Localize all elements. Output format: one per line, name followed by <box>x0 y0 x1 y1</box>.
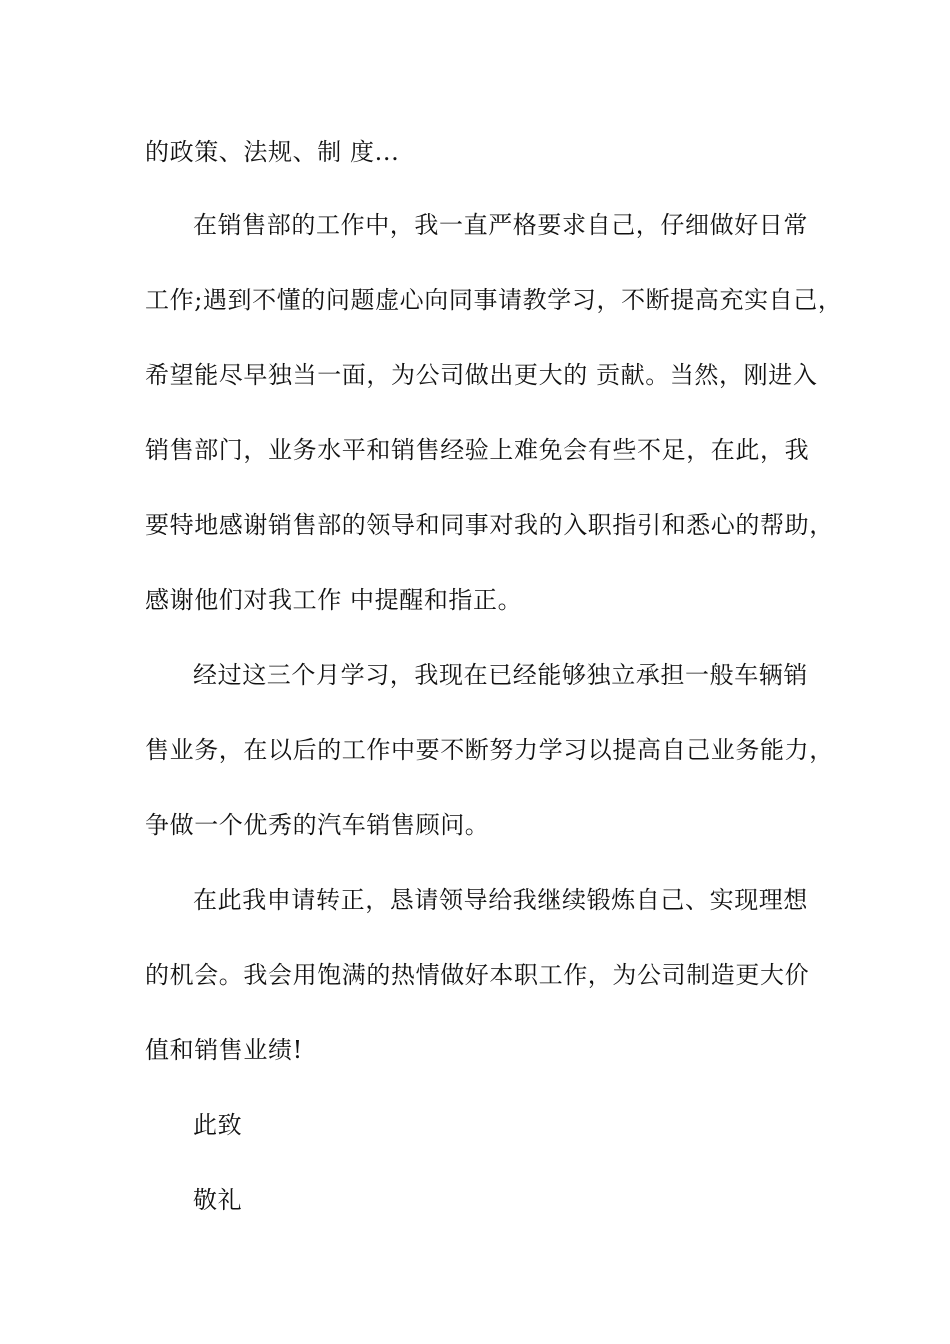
text-line: 工作;遇到不懂的问题虚心向同事请教学习，不断提高充实自己， <box>145 286 843 314</box>
text-line: 的机会。我会用饱满的热情做好本职工作，为公司制造更大价 <box>145 961 810 989</box>
closing-salutation: 此致 <box>193 1111 243 1139</box>
text-line: 售业务，在以后的工作中要不断努力学习以提高自己业务能力， <box>145 736 834 764</box>
text-line: 希望能尽早独当一面，为公司做出更大的 贡献。当然，刚进入 <box>145 361 818 389</box>
paragraph-first-line: 在此我申请转正，恳请领导给我继续锻炼自己、实现理想 <box>193 886 808 914</box>
closing-regards: 敬礼 <box>193 1186 243 1214</box>
text-line: 感谢他们对我工作 中提醒和指正。 <box>145 586 523 614</box>
paragraph-first-line: 经过这三个月学习，我现在已经能够独立承担一般车辆销 <box>193 661 808 689</box>
text-line: 要特地感谢销售部的领导和同事对我的入职指引和悉心的帮助， <box>145 511 834 539</box>
text-line: 值和销售业绩! <box>145 1036 303 1064</box>
paragraph-first-line: 在销售部的工作中，我一直严格要求自己，仔细做好日常 <box>193 211 808 239</box>
text-line: 争做一个优秀的汽车销售顾问。 <box>145 811 490 839</box>
text-line: 的政策、法规、制 度... <box>145 138 400 166</box>
text-line: 销售部门，业务水平和销售经验上难免会有些不足，在此，我 <box>145 436 810 464</box>
